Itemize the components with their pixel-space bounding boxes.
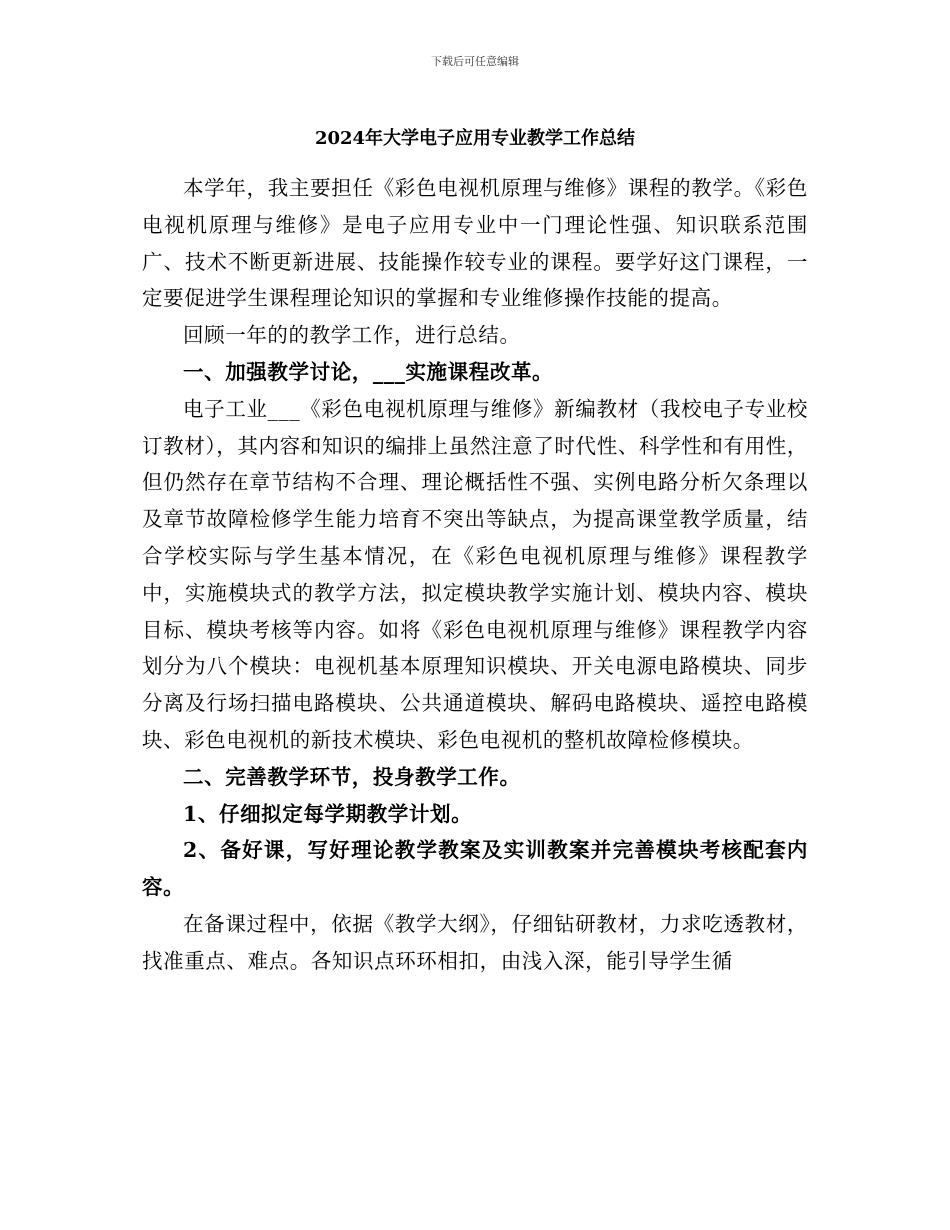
- document-title: 2024年大学电子应用专业教学工作总结: [314, 128, 636, 149]
- subsection-heading-1: 1、仔细拟定每学期教学计划。: [183, 801, 473, 826]
- document-body: [142, 170, 808, 980]
- paragraph-lesson-prep: 在备课过程中，依据《教学大纲》，仔细钻研教材，力求吃透教材，找准重点、难点。各知识点环环相扣，由浅入深，能引导学生循: [142, 911, 808, 973]
- page-header: 下载后可任意编辑: [431, 55, 519, 68]
- section-heading-2: 二、完善教学环节，投身教学工作。: [183, 764, 521, 789]
- paragraph-review: 回顾一年的的教学工作，进行总结。: [183, 323, 521, 348]
- section-heading-1: 一、加强教学讨论，___实施课程改革。: [183, 359, 554, 384]
- subsection-heading-2: 2、备好课，写好理论教学教案及实训教案并完善模块考核配套内容。: [142, 838, 808, 900]
- paragraph-intro: 本学年，我主要担任《彩色电视机原理与维修》课程的教学。《彩色电视机原理与维修》是电子应用专业中一门理论性强、知识联系范围广、技术不断更新进展、技能操作较专业的课程。要学好这门课程，一定要促进学生课程理论知识的掌握和专业维修操作技能的提高。: [142, 176, 808, 311]
- paragraph-curriculum-reform: 电子工业___《彩色电视机原理与维修》新编教材（我校电子专业校订教材），其内容和知识的编排上虽然注意了时代性、科学性和有用性，但仍然存在章节结构不合理、理论概括性不强、实例电路分析欠条理以及章节故障检修学生能力培育不突出等缺点，为提高课堂教学质量，结合学校实际与学生基本情况，在《彩色电视机原理与维修》课程教学中，实施模块式的教学方法，拟定模块教学实施计划、模块内容、模块目标、模块考核等内容。如将《彩色电视机原理与维修》课程教学内容划分为八个模块：电视机基本原理知识模块、开关电源电路模块、同步分离及行场扫描电路模块、公共通道模块、解码电路模块、遥控电路模块、彩色电视机的新技术模块、彩色电视机的整机故障检修模块。: [142, 396, 808, 752]
